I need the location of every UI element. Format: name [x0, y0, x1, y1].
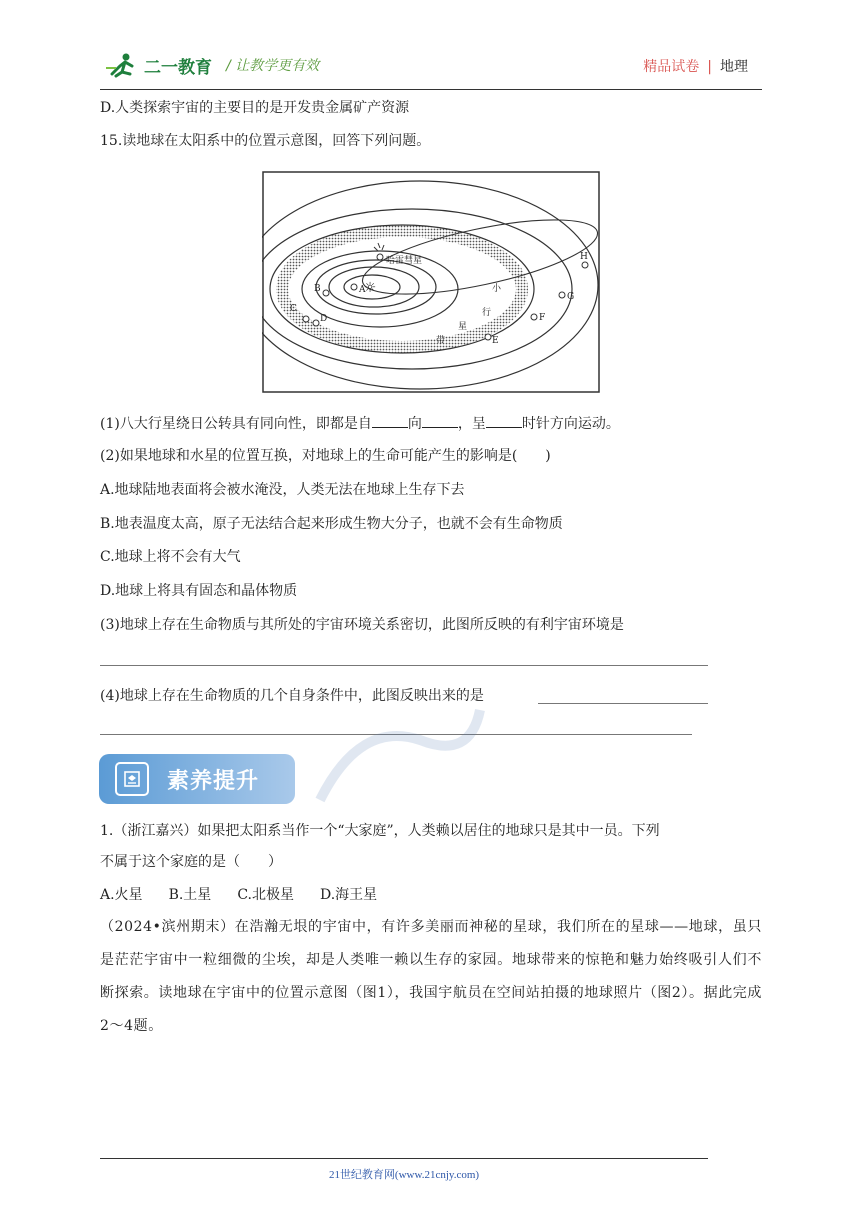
label-asteroid-4: 带: [436, 336, 446, 346]
option-b: B.地表温度太高，原子无法结合起来形成生物大分子，也就不会有生命物质: [100, 516, 563, 532]
runner-logo-icon: [104, 52, 140, 78]
label-asteroid-1: 小: [492, 284, 502, 294]
solar-system-figure: [262, 171, 600, 393]
sub1-text-3: ，呈: [457, 416, 486, 432]
label-g: G: [567, 292, 575, 302]
answer-line-3[interactable]: [100, 664, 708, 666]
sub1-text-2: 向: [407, 416, 422, 432]
answer-line-4a[interactable]: [538, 702, 708, 704]
question-15-stem: 15.读地球在太阳系中的位置示意图，回答下列问题。: [100, 133, 431, 149]
label-a: A: [359, 285, 366, 295]
sub-question-2: (2)如果地球和水星的位置互换，对地球上的生命可能产生的影响是( ): [100, 448, 551, 464]
blank-2[interactable]: [422, 413, 458, 428]
subject-label: 地理: [720, 59, 748, 75]
option-d-previous: D.人类探索宇宙的主要目的是开发贵金属矿产资源: [100, 100, 410, 116]
sun-icon: ☼: [363, 280, 377, 296]
q1-option-a: A.火星: [100, 887, 143, 903]
label-b: B: [314, 284, 321, 294]
logo: [104, 52, 212, 78]
blank-3[interactable]: [486, 413, 522, 428]
footer-divider: [100, 1158, 708, 1159]
page-header: [100, 44, 762, 90]
sub1-text-1: (1)八大行星绕日公转具有同向性，即都是自: [100, 416, 372, 432]
question-1-line-1: 1.（浙江嘉兴）如果把太阳系当作一个“大家庭”，人类赖以居住的地球只是其中一员。下列: [100, 823, 660, 839]
label-d: D: [320, 314, 328, 324]
q1-option-d: D.海王星: [319, 887, 378, 903]
label-asteroid-2: 行: [482, 308, 492, 318]
logo-text: 二一教育: [144, 57, 212, 78]
label-e: E: [492, 336, 499, 346]
header-divider: [100, 89, 762, 90]
header-separator: |: [707, 59, 712, 75]
sub-question-3: (3)地球上存在生命物质与其所处的宇宙环境关系密切，此图所反映的有利宇宙环境是: [100, 617, 624, 633]
section-title: 素养提升: [167, 768, 260, 794]
section-banner: [99, 754, 295, 804]
book-icon: [115, 762, 149, 796]
option-c: C.地球上将不会有大气: [100, 549, 241, 565]
label-f: F: [539, 313, 546, 323]
blank-1[interactable]: [372, 413, 408, 428]
option-d: D.地球上将具有固态和晶体物质: [100, 583, 298, 599]
question-1-options: [100, 885, 377, 905]
slogan: / 让教学更有效: [226, 58, 320, 74]
sub-question-1: [100, 413, 620, 434]
label-asteroid-3: 星: [458, 322, 468, 332]
watermark-icon: [300, 700, 500, 820]
label-h: H: [580, 252, 588, 262]
question-1-line-2: 不属于这个家庭的是（ ）: [100, 854, 282, 870]
label-halley: 哈雷彗星: [386, 256, 423, 266]
sub1-text-4: 时针方向运动。: [521, 416, 620, 432]
reading-passage: （2024•滨州期末）在浩瀚无垠的宇宙中，有许多美丽而神秘的星球，我们所在的星球——地球，虽只是茫茫宇宙中一粒细微的尘埃，却是人类唯一赖以生存的家园。地球带来的惊艳和魅力始终吸引人们不断探索。读地球在宇宙中的位置示意图（图1），我国宇航员在空间站拍摄的地球照片（图2）。据此完成2～4题。: [100, 919, 763, 1034]
q1-option-b: B.土星: [168, 887, 212, 903]
option-a: A.地球陆地表面将会被水淹没，人类无法在地球上生存下去: [100, 482, 465, 498]
badge-label: 精品试卷: [643, 59, 700, 75]
q1-option-c: C.北极星: [237, 887, 294, 903]
sub-question-4: (4)地球上存在生命物质的几个自身条件中，此图反映出来的是: [100, 688, 484, 704]
footer-text[interactable]: 21世纪教育网(www.21cnjy.com): [328, 1169, 480, 1181]
label-c: C: [290, 304, 297, 314]
